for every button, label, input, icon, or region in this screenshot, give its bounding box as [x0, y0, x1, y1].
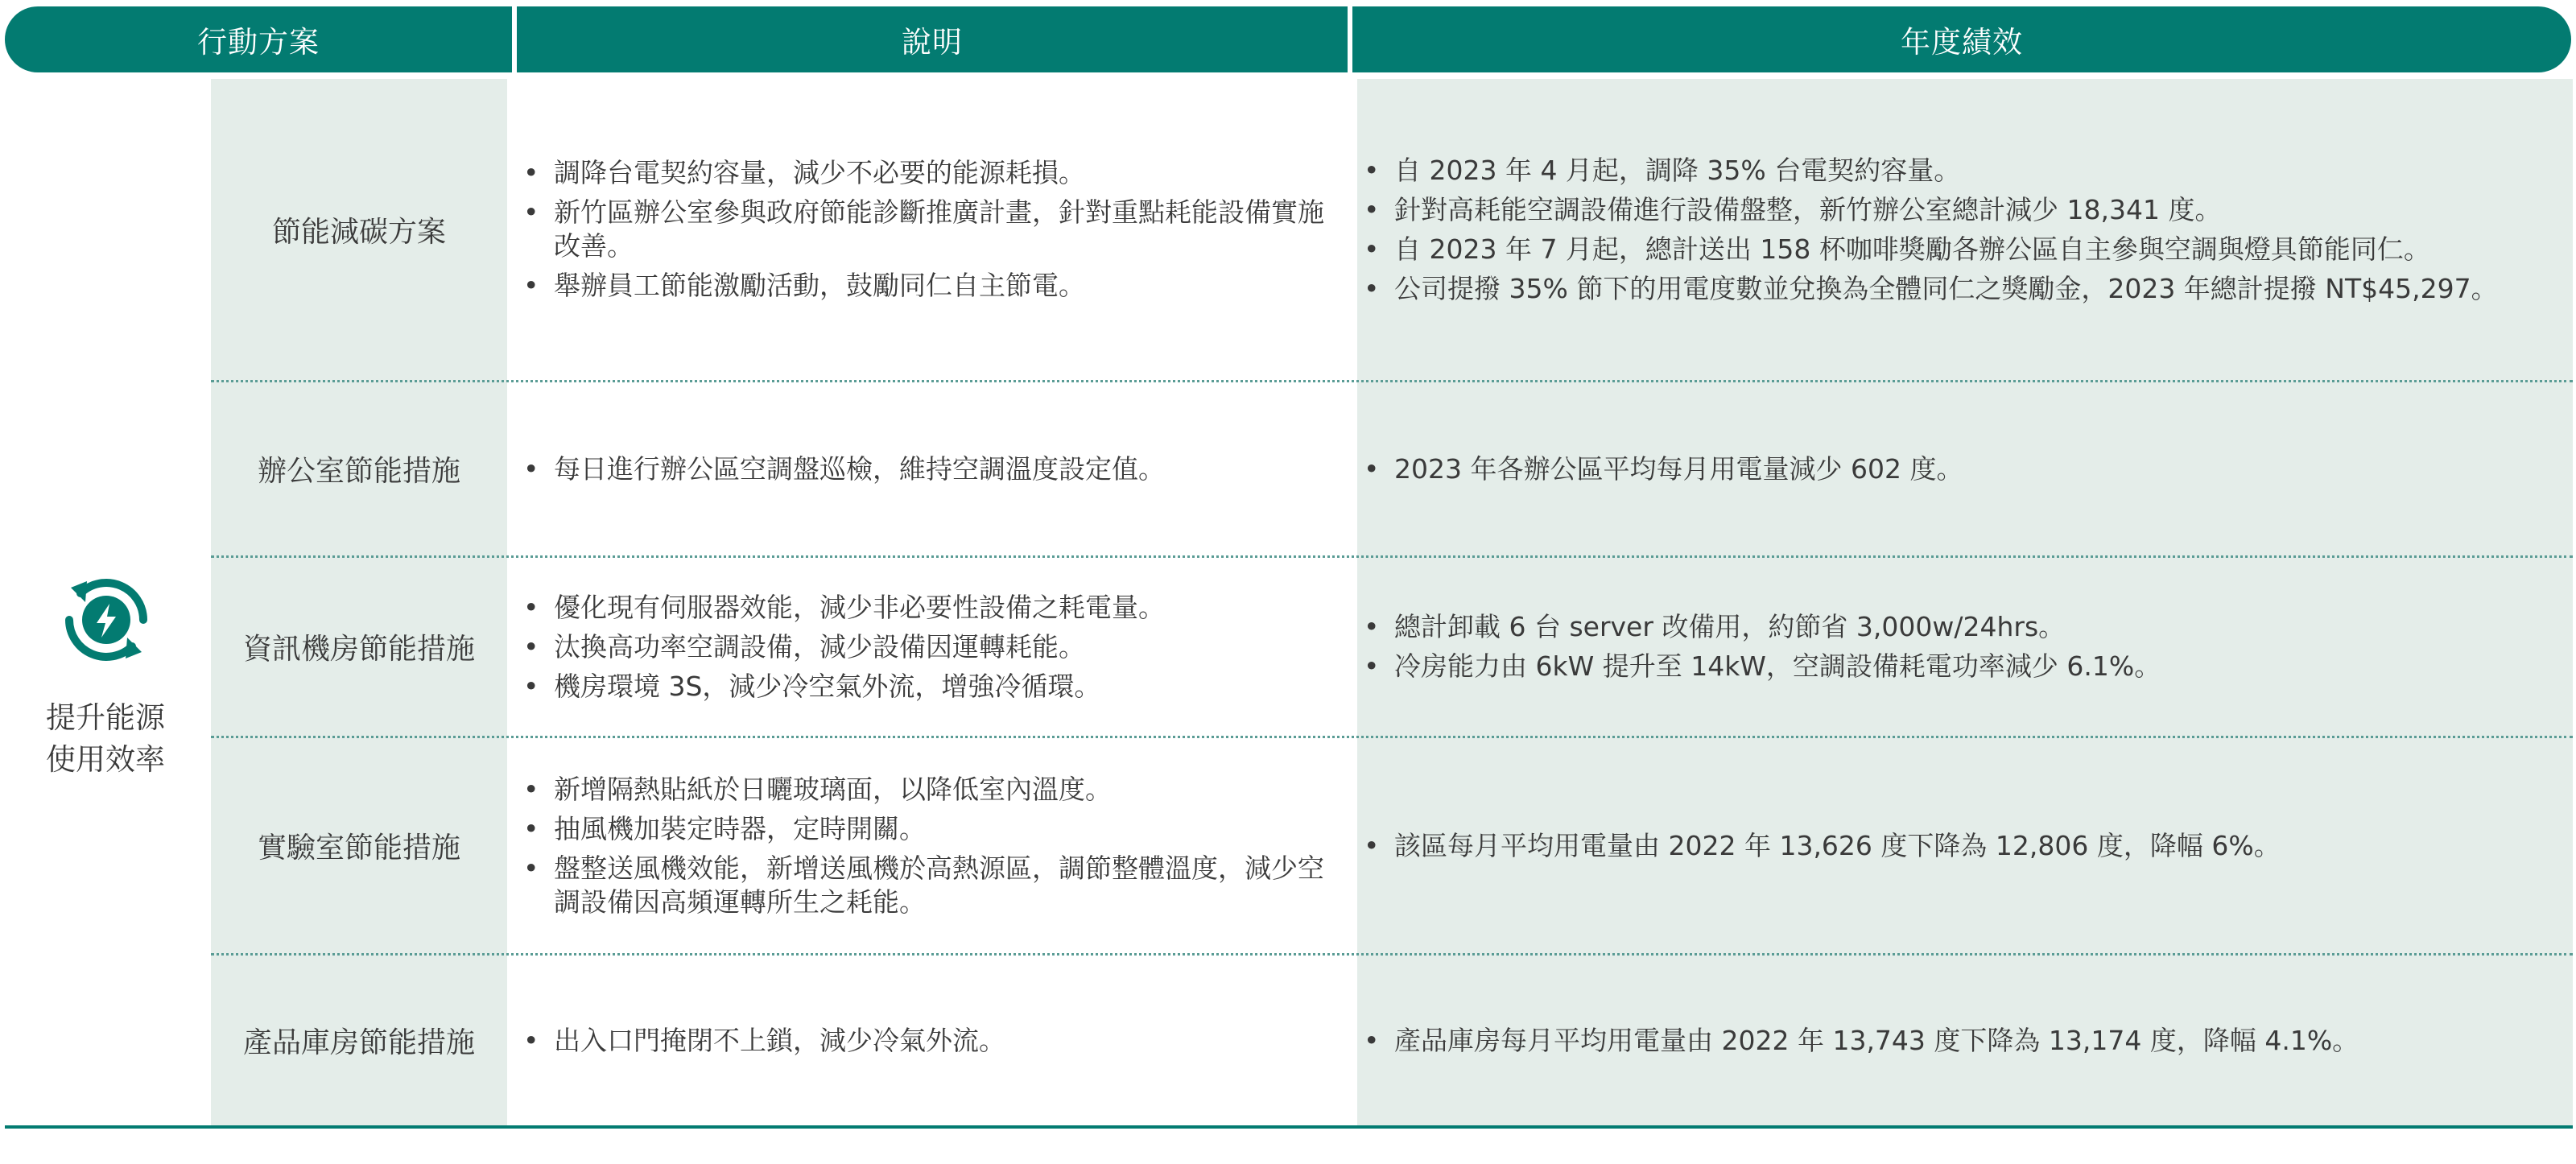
description-item: • 盤整送風機效能，新增送風機於高熱源區，調節整體溫度，減少空調設備因高頻運轉所生之耗能。	[517, 852, 1330, 919]
action-name: 實驗室節能措施	[257, 832, 460, 865]
table-row	[211, 738, 2573, 953]
performance-item: • 該區每月平均用電量由 2022 年 13,626 度下降為 12,806 度，降幅 6%。	[1357, 829, 2557, 863]
performance-item: • 冷房能力由 6kW 提升至 14kW，空調設備耗電功率減少 6.1%。	[1357, 650, 2557, 683]
action-name: 產品庫房節能措施	[242, 1026, 475, 1059]
performance-cell	[1357, 558, 2573, 736]
description-item: • 舉辦員工節能激勵活動，鼓勵同仁自主節電。	[517, 269, 1330, 303]
description-item: • 調降台電契約容量，減少不必要的能源耗損。	[517, 156, 1330, 190]
performance-item: • 針對高耗能空調設備進行設備盤整，新竹辦公室總計減少 18,341 度。	[1357, 193, 2557, 227]
description-cell	[517, 738, 1338, 953]
description-cell	[517, 558, 1338, 736]
action-name: 節能減碳方案	[271, 215, 446, 249]
description-list	[517, 447, 1330, 492]
header-action-plan: 行動方案	[5, 6, 512, 72]
description-item: • 每日進行辦公區空調盤巡檢，維持空調溫度設定值。	[517, 452, 1330, 486]
category-cell	[5, 79, 206, 1125]
table-row	[211, 382, 2573, 555]
performance-item: • 2023 年各辦公區平均每月用電量減少 602 度。	[1357, 452, 2557, 486]
category-label: 提升能源 使用效率	[46, 700, 165, 777]
table-row	[211, 79, 2573, 380]
performance-item: • 自 2023 年 4 月起，調降 35% 台電契約容量。	[1357, 154, 2557, 188]
description-list	[517, 1018, 1330, 1063]
performance-list	[1357, 148, 2557, 312]
performance-cell	[1357, 382, 2573, 555]
performance-list	[1357, 823, 2557, 869]
performance-list	[1357, 447, 2557, 492]
energy-recycle-icon	[48, 562, 164, 678]
action-name: 辦公室節能措施	[257, 455, 460, 488]
action-name: 資訊機房節能措施	[242, 633, 475, 666]
performance-cell	[1357, 79, 2573, 380]
description-item: • 汰換高功率空調設備，減少設備因運轉耗能。	[517, 630, 1330, 664]
performance-item: • 自 2023 年 7 月起，總計送出 158 杯咖啡獎勵各辦公區自主參與空調與燈具節能同仁。	[1357, 233, 2557, 266]
performance-cell	[1357, 956, 2573, 1125]
performance-list	[1357, 605, 2557, 689]
performance-item: • 產品庫房每月平均用電量由 2022 年 13,743 度下降為 13,174 度，降幅 4.1%。	[1357, 1024, 2557, 1058]
description-list	[517, 585, 1330, 709]
header-description: 說明	[517, 6, 1348, 72]
description-item: • 新增隔熱貼紙於日曬玻璃面，以降低室內溫度。	[517, 773, 1330, 807]
table-bottom-border	[5, 1125, 2573, 1129]
performance-item: • 公司提撥 35% 節下的用電度數並兌換為全體同仁之獎勵金，2023 年總計提撥 NT$45,297。	[1357, 272, 2557, 306]
description-item: • 機房環境 3S，減少冷空氣外流，增強冷循環。	[517, 670, 1330, 704]
description-item: • 抽風機加裝定時器，定時開關。	[517, 812, 1330, 846]
description-cell	[517, 956, 1338, 1125]
performance-list	[1357, 1018, 2557, 1063]
header-annual-performance: 年度績效	[1352, 6, 2571, 72]
description-list	[517, 767, 1330, 925]
performance-cell	[1357, 738, 2573, 953]
description-cell	[517, 382, 1338, 555]
table-row	[211, 558, 2573, 736]
description-list	[517, 151, 1330, 308]
description-item: • 出入口門掩閉不上鎖，減少冷氣外流。	[517, 1024, 1330, 1058]
description-cell	[517, 79, 1338, 380]
performance-item: • 總計卸載 6 台 server 改備用，約節省 3,000w/24hrs。	[1357, 610, 2557, 644]
description-item: • 新竹區辦公室參與政府節能診斷推廣計畫，針對重點耗能設備實施改善。	[517, 196, 1330, 263]
table-row	[211, 956, 2573, 1125]
description-item: • 優化現有伺服器效能，減少非必要性設備之耗電量。	[517, 591, 1330, 625]
